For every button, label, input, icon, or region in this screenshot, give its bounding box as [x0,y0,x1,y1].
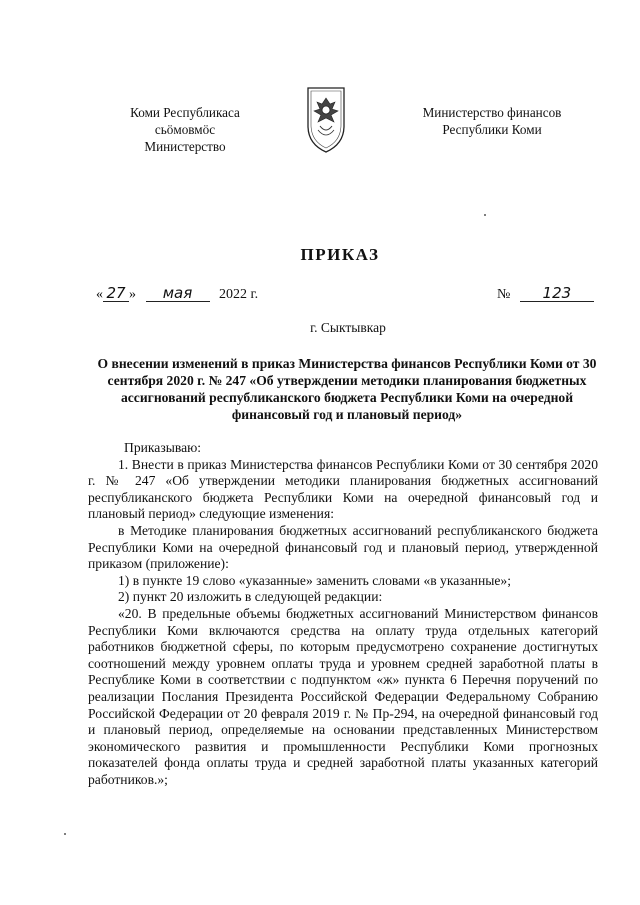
header-left-line: Министерство [144,139,226,154]
document-title: ПРИКАЗ [300,245,380,264]
order-body [88,440,598,788]
body-paragraph: Приказываю: [124,440,202,455]
number-value: 123 [520,285,594,302]
number-sign: № [497,287,511,302]
header-left-komi [100,104,270,155]
body-paragraph: 2) пункт 20 изложить в следующей редакции: [118,589,383,605]
body-paragraph: 1. Внести в приказ Министерства финансов Республики Коми от 30 сентября 2020 г. № 247 «Об утверждении методики планирования бюджетных ассигнований республиканского бюджета Республики Коми на очередной финансовый год и плановый период» следующие изменения: [88,456,598,522]
city: г. Сыктывкар [310,320,386,335]
body-paragraph: 1) в пункте 19 слово «указанные» заменить словами «в указанные»; [118,572,511,588]
header-left-line: сьӧмовмӧс [154,122,216,137]
date-year: 2022 г. [219,287,259,302]
date-open-quote: « [96,287,103,302]
header-right-line: Министерство финансов [422,105,562,120]
date-day: 27 [103,285,129,302]
body-paragraph: «20. В предельные объемы бюджетных ассигнований Министерством финансов Республики Коми включаются средства на оплату труда отдельных категорий работников бюджетной сферы, по которым предусмотрено сохранение достигнутых соотношений между уровнем оплаты труда и уровнем средней заработной платы в Республике Коми в соответствии с подпунктом «ж» пункта 6 Перечня поручений по реализации Послания Президента Российской Федерации Федеральному Собранию Российской Федерации от 20 февраля 2019 г. № Пр-294, на очередной финансовый год и плановый период, определяемые на основании представленных Министерством экономического развития и промышленности Республики Коми прогнозных показателей фонда оплаты труда и средней заработной платы указанных категорий работников.»; [88,605,598,787]
header-right-line: Республики Коми [442,122,542,137]
order-number [497,285,594,303]
date-close-quote: » [129,287,136,302]
scan-speck [64,833,66,835]
scan-speck [484,214,486,216]
order-subject: О внесении изменений в приказ Министерства финансов Республики Коми от 30 сентября 2020 г. № 247 «Об утверждении методики планирования бюджетных ассигнований республиканского бюджета Республики Коми на очередной финансовый год и плановый период» [97,356,597,422]
header-right-ministry [402,104,582,138]
body-paragraph: в Методике планирования бюджетных ассигнований республиканского бюджета Республики Коми на очередной финансовый год и плановый период, утвержденной приказом (приложение): [88,522,598,572]
coat-of-arms-emblem [305,82,347,154]
order-date [96,285,258,303]
header-left-line: Коми Республикаса [130,105,240,120]
date-month: мая [146,285,210,302]
